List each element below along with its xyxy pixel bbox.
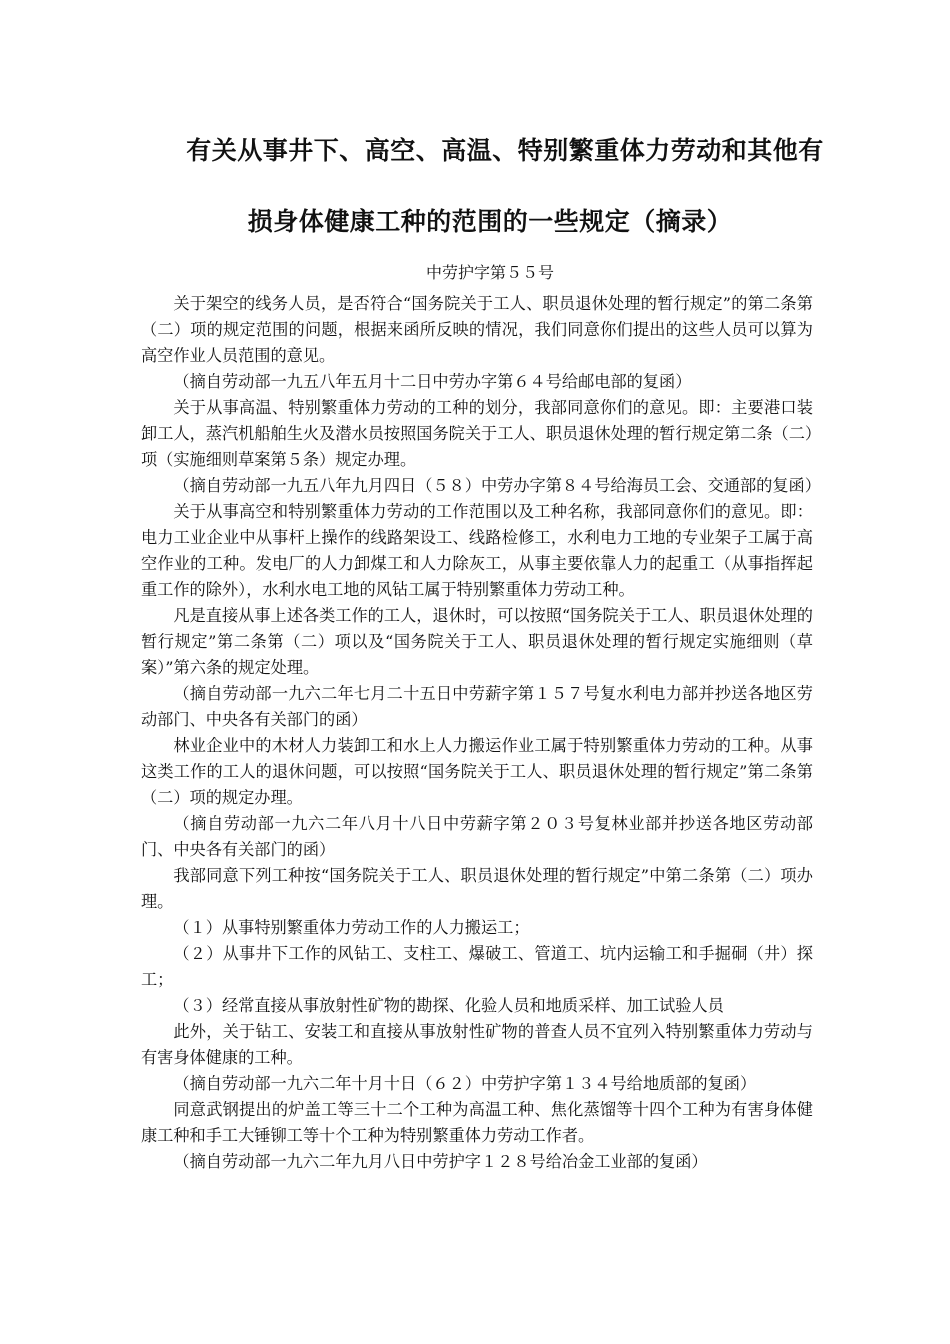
source-citation: （摘自劳动部一九五八年九月四日（５８）中劳办字第８４号给海员工会、交通部的复函） [173,476,821,495]
paragraph: 凡是直接从事上述各类工作的工人，退休时，可以按照“国务院关于工人、职员退休处理的暂行规定”第二条第（二）项以及“国务院关于工人、职员退休处理的暂行规定实施细则（草案）”第六条的规定处理。 [141,606,813,677]
list-item: （１）从事特别繁重体力劳动工作的人力搬运工； [173,918,530,937]
list-item: （２）从事井下工作的风钻工、支柱工、爆破工、管道工、坑内运输工和手掘硐（井）探工； [141,944,813,989]
paragraph: 此外，关于钻工、安装工和直接从事放射性矿物的普查人员不宜列入特别繁重体力劳动与有害身体健康的工种。 [141,1022,813,1067]
paragraph: 我部同意下列工种按“国务院关于工人、职员退休处理的暂行规定”中第二条第（二）项办理。 [141,866,813,911]
paragraph: 关于从事高空和特别繁重体力劳动的工作范围以及工种名称，我部同意你们的意见。即：电力工业企业中从事杆上操作的线路架设工、线路检修工，水利电力工地的专业架子工属于高空作业的工种。发电厂的人力卸煤工和人力除灰工，从事主要依靠人力的起重工（从事指挥起重工作的除外），水利水电工地的风钻工属于特别繁重体力劳动工种。 [141,502,813,599]
source-citation: （摘自劳动部一九六二年八月十八日中劳薪字第２０３号复林业部并抄送各地区劳动部门、中央各有关部门的函） [141,814,813,859]
list-item: （３）经常直接从事放射性矿物的勘探、化验人员和地质采样、加工试验人员 [173,996,724,1015]
source-citation: （摘自劳动部一九六二年七月二十五日中劳薪字第１５７号复水利电力部并抄送各地区劳动部门、中央各有关部门的函） [141,684,813,729]
source-citation: （摘自劳动部一九六二年九月八日中劳护字１２８号给冶金工业部的复函） [173,1152,708,1171]
source-citation: （摘自劳动部一九五八年五月十二日中劳办字第６４号给邮电部的复函） [173,372,692,391]
document-number: 中劳护字第５５号 [425,263,554,282]
document-body [141,291,821,1175]
paragraph: 关于从事高温、特别繁重体力劳动的工种的划分，我部同意你们的意见。即：主要港口装卸工人，蒸汽机船舶生火及潜水员按照国务院关于工人、职员退休处理的暂行规定第二条（二）项（实施细则草案第５条）规定办理。 [141,398,813,469]
document-title-line-1: 有关从事井下、高空、高温、特别繁重体力劳动和其他有 [186,136,824,165]
paragraph: 林业企业中的木材人力装卸工和水上人力搬运作业工属于特别繁重体力劳动的工种。从事这类工作的工人的退休问题，可以按照“国务院关于工人、职员退休处理的暂行规定”第二条第（二）项的规定办理。 [141,736,813,807]
source-citation: （摘自劳动部一九六二年十月十日（６２）中劳护字第１３４号给地质部的复函） [173,1074,757,1093]
document-title-line-2: 损身体健康工种的范围的一些规定（摘录） [247,207,733,236]
paragraph: 同意武钢提出的炉盖工等三十二个工种为高温工种、焦化蒸馏等十四个工种为有害身体健康工种和手工大锤铆工等十个工种为特别繁重体力劳动工作者。 [141,1100,813,1145]
paragraph: 关于架空的线务人员，是否符合“国务院关于工人、职员退休处理的暂行规定”的第二条第（二）项的规定范围的问题，根据来函所反映的情况，我们同意你们提出的这些人员可以算为高空作业人员范围的意见。 [141,294,813,365]
